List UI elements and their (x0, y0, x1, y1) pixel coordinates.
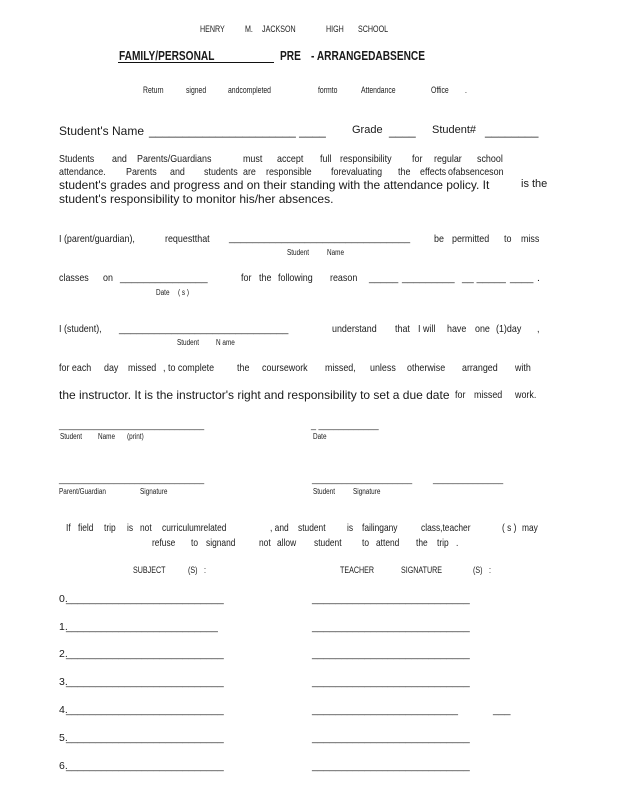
instruction-word: signed (186, 85, 207, 96)
school-word: JACKSON (262, 24, 296, 35)
student-print-blank[interactable]: _____________________________ (59, 420, 205, 430)
paragraph-word: responsible (266, 166, 312, 178)
field-trip-word: ( s ) (502, 522, 517, 534)
paragraph-word: Parents (126, 166, 157, 178)
ack-word: I will (418, 323, 436, 335)
subject-field[interactable]: __________________________ (66, 621, 218, 633)
paragraph-word: ofabsenceson (448, 166, 504, 178)
school-word: HENRY (200, 24, 225, 35)
table-row (0, 648, 618, 662)
caption-word: Signature (353, 487, 381, 496)
student-ack-blank[interactable]: _____________________________ (119, 323, 289, 335)
field-trip-word: curriculumrelated (162, 522, 227, 534)
caption-word: Date (313, 432, 327, 441)
missed-word: coursework (262, 362, 308, 374)
responsibility-line-1 (0, 153, 618, 165)
table-header-word: (S) (188, 565, 198, 576)
missed-word: the (237, 362, 250, 374)
table-row (0, 732, 618, 746)
classes-word: reason (330, 272, 358, 284)
classes-word: following (278, 272, 313, 284)
missed-word: unless (370, 362, 396, 374)
paragraph-word: must (243, 153, 263, 165)
row-number: 3. (59, 676, 68, 688)
classes-row (0, 272, 618, 298)
instructor-word: missed (474, 389, 503, 401)
responsibility-line-4 (0, 192, 618, 207)
student-id-field[interactable]: ________ (485, 124, 539, 138)
title-left: FAMILY/PERSONAL (119, 48, 215, 63)
paragraph-word: for (412, 153, 423, 165)
paragraph-word: regular (434, 153, 462, 165)
paragraph-word: attendance. (59, 166, 106, 178)
request-word: requestthat (165, 233, 210, 245)
school-word: SCHOOL (358, 24, 389, 35)
title-pre: PRE (280, 48, 301, 63)
request-word: permitted (452, 233, 490, 245)
table-header-word: SIGNATURE (401, 565, 443, 576)
date-sign-blank[interactable]: _ ____________ (311, 420, 379, 430)
instructor-word: work. (515, 389, 537, 401)
grade-label: Grade (352, 124, 383, 136)
instructor-row (0, 388, 618, 404)
paragraph-word: students (204, 166, 238, 178)
subject-field[interactable]: ___________________________ (66, 676, 224, 688)
field-trip-word: not (140, 522, 152, 534)
paragraph-word: responsibility (340, 153, 392, 165)
parent-signature-blank[interactable]: _____________________________ (59, 474, 205, 484)
instructor-text: the instructor. It is the instructor's right and responsibility to set a due date (59, 388, 450, 402)
field-trip-word: class,teacher (421, 522, 471, 534)
field-trip-word: not (259, 537, 271, 549)
request-word: to (504, 233, 512, 245)
ack-label: I (student), (59, 323, 102, 335)
classes-word: classes (59, 272, 89, 284)
signature-block (0, 474, 618, 500)
ack-word: that (395, 323, 410, 335)
student-id-label: Student# (432, 124, 477, 136)
ack-word: one (475, 323, 490, 335)
reason-blank[interactable]: ____ (510, 272, 534, 284)
teacher-signature-field[interactable]: ___________________________ (312, 732, 470, 744)
extra-field[interactable]: ___ (493, 704, 511, 716)
row-number: 6. (59, 760, 68, 772)
caption-word: N ame (216, 338, 235, 347)
reason-period: . (537, 272, 540, 284)
field-trip-word: signand (206, 537, 236, 549)
request-word: miss (521, 233, 540, 245)
missed-word: missed, (325, 362, 356, 374)
responsibility-line-3 (0, 178, 618, 193)
date-blank[interactable]: _______________ (120, 272, 208, 284)
paragraph-text: is the (521, 178, 548, 190)
instruction-word: formto (318, 85, 338, 96)
paragraph-word: the (398, 166, 411, 178)
subject-field[interactable]: ___________________________ (66, 593, 224, 605)
field-trip-word: to (362, 537, 370, 549)
table-header-word: SUBJECT (133, 565, 166, 576)
school-word: M. (245, 24, 253, 35)
school-word: HIGH (326, 24, 344, 35)
caption-word: Name (98, 432, 116, 441)
field-trip-word: If (66, 522, 71, 534)
student-name-label: Student's Name (59, 124, 145, 138)
row-number: 4. (59, 704, 68, 716)
title-right: - ARRANGEDABSENCE (311, 48, 425, 63)
field-trip-word: failingany (362, 522, 398, 534)
instruction-word: Attendance (361, 85, 396, 96)
caption-word: Student (313, 487, 336, 496)
missed-word: arranged (462, 362, 498, 374)
table-header-word: : (204, 565, 206, 576)
missed-row (0, 362, 618, 375)
paragraph-text: student's responsibility to monitor his/her absences. (59, 192, 334, 206)
paragraph-word: and (112, 153, 127, 165)
caption-word: Student (60, 432, 83, 441)
responsibility-line-2 (0, 166, 618, 178)
table-header-word: : (489, 565, 491, 576)
teacher-signature-field[interactable]: ___________________________ (312, 648, 470, 660)
subject-field[interactable]: ___________________________ (66, 704, 224, 716)
missed-word: for each (59, 362, 92, 374)
student-ack-row (0, 323, 618, 349)
student-name-blank[interactable]: _______________________________ (229, 232, 411, 244)
paragraph-word: school (477, 153, 503, 165)
caption-word: (print) (127, 432, 144, 441)
request-word: be (434, 233, 444, 245)
instruction-word: Return (143, 85, 164, 96)
caption-word: Signature (140, 487, 168, 496)
subject-field[interactable]: ___________________________ (66, 732, 224, 744)
missed-word: missed (128, 362, 157, 374)
field-trip-word: , and (270, 522, 289, 534)
form-title (0, 48, 618, 66)
ack-word: understand (332, 323, 377, 335)
subject-field[interactable]: ___________________________ (66, 760, 224, 772)
caption-word: Parent/Guardian (59, 487, 106, 496)
table-row (0, 676, 618, 690)
field-trip-word: . (456, 537, 459, 549)
field-trip-line-2 (0, 537, 618, 549)
table-header-word: TEACHER (340, 565, 375, 576)
teacher-signature-field[interactable]: ___________________________ (312, 593, 470, 605)
paragraph-text: student's grades and progress and on their standing with the attendance policy. It (59, 178, 490, 192)
reason-blank[interactable]: _________ (402, 272, 455, 284)
field-trip-word: attend (376, 537, 400, 549)
teacher-table-header (0, 565, 618, 577)
table-row (0, 593, 618, 607)
school-name (0, 24, 618, 36)
field-trip-word: student (298, 522, 326, 534)
field-trip-word: field (78, 522, 94, 534)
classes-word: for (241, 272, 252, 284)
instruction-word: Office (431, 85, 449, 96)
paragraph-word: accept (277, 153, 304, 165)
instruction-word: andcompleted (228, 85, 271, 96)
caption-word: Student (287, 248, 310, 257)
caption-word: Name (327, 248, 345, 257)
caption-word: ( s ) (178, 288, 190, 297)
reason-blank[interactable]: _____ (369, 272, 399, 284)
student-name-field[interactable]: ______________________ ____ (149, 124, 326, 138)
teacher-signature-field[interactable]: ___________________________ (312, 760, 470, 772)
ack-word: , (537, 323, 540, 335)
paragraph-word: full (320, 153, 332, 165)
row-number: 2. (59, 648, 68, 660)
table-row (0, 760, 618, 774)
paragraph-word: effects (420, 166, 447, 178)
field-trip-word: to (191, 537, 199, 549)
row-number: 0. (59, 593, 68, 605)
subject-field[interactable]: ___________________________ (66, 648, 224, 660)
field-trip-word: may (522, 522, 538, 534)
parent-request-row (0, 233, 618, 259)
student-signature-blank[interactable]: ____________________ (312, 474, 413, 484)
student-print-block (0, 420, 618, 446)
missed-word: day (104, 362, 119, 374)
instructor-word: for (455, 389, 466, 401)
instruction-word: . (465, 85, 467, 96)
caption-word: Date (156, 288, 170, 297)
classes-word: the (259, 272, 272, 284)
teacher-signature-field[interactable]: ___________________________ (312, 676, 470, 688)
return-instructions (0, 85, 618, 97)
classes-word: on (103, 272, 113, 284)
paragraph-word: are (243, 166, 256, 178)
field-trip-word: is (127, 522, 134, 534)
paragraph-word: Students (59, 153, 95, 165)
student-signature-extra[interactable]: ______________ (433, 474, 504, 484)
caption-word: Student (177, 338, 200, 347)
table-header-word: (S) (473, 565, 483, 576)
missed-word: with (515, 362, 531, 374)
missed-word: , to complete (163, 362, 215, 374)
request-word: I (parent/guardian), (59, 233, 135, 245)
field-trip-word: refuse (152, 537, 176, 549)
field-trip-word: trip (104, 522, 116, 534)
field-trip-word: the (416, 537, 428, 549)
field-trip-word: allow (277, 537, 297, 549)
paragraph-word: and (170, 166, 185, 178)
field-trip-line-1 (0, 522, 618, 534)
teacher-signature-field[interactable]: _________________________ (312, 704, 458, 716)
row-number: 1. (59, 621, 68, 633)
missed-word: otherwise (407, 362, 446, 374)
field-trip-word: is (347, 522, 354, 534)
reason-blank[interactable]: __ _____ (462, 272, 506, 284)
field-trip-word: student (314, 537, 342, 549)
grade-field[interactable]: ____ (389, 124, 416, 138)
paragraph-word: Parents/Guardians (137, 153, 212, 165)
table-row (0, 621, 618, 635)
ack-word: (1)day (496, 323, 522, 335)
teacher-signature-field[interactable]: ___________________________ (312, 621, 470, 633)
student-info-row (0, 124, 618, 140)
paragraph-word: forevaluating (331, 166, 383, 178)
title-underline (118, 62, 274, 63)
row-number: 5. (59, 732, 68, 744)
table-row (0, 704, 618, 718)
ack-word: have (447, 323, 467, 335)
field-trip-word: trip (437, 537, 449, 549)
